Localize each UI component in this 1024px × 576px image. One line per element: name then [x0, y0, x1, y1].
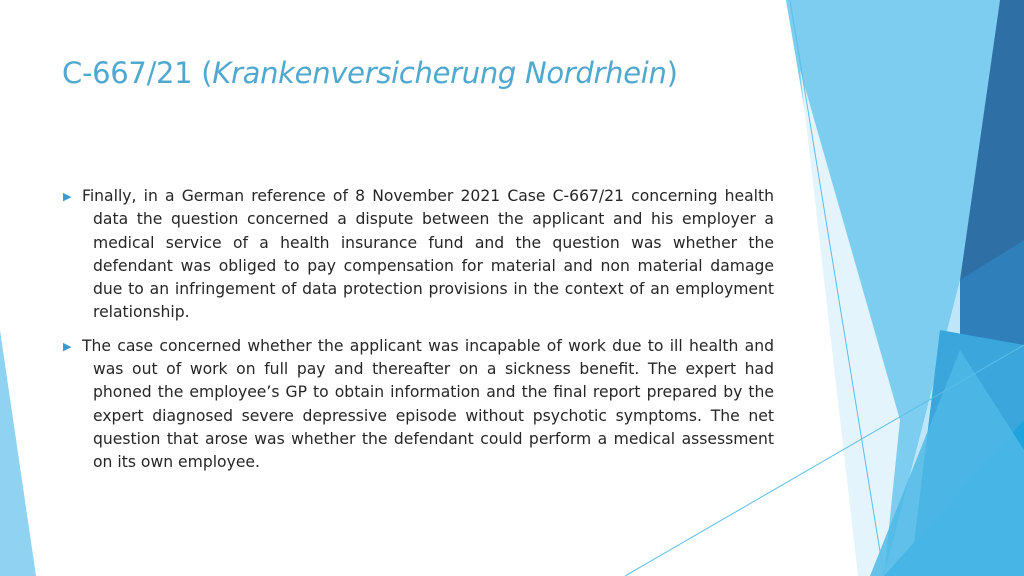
- slide-title: [62, 56, 678, 90]
- title-italic-name: Krankenversicherung Nordrhein: [212, 56, 667, 90]
- bullet-text: Finally, in a German reference of 8 November 2021 Case C-667/21 concerning health data the question concerned a dispute between the applicant and his employer a medical service of a health insurance fund and the question was whether the defendant was obliged to pay compensation for material and non material damage due to an infringement of data protection provisions in the context of an employment relationship.: [82, 187, 774, 322]
- bullet-list: [62, 185, 774, 485]
- bullet-text: The case concerned whether the applicant was incapable of work due to ill health and was out of work on full pay and thereafter on a sickness benefit. The expert had phoned the employee’s GP to obtain information and the final report prepared by the expert diagnosed severe depressive episode without psychotic symptoms. The net question that arose was whether the defendant could perform a medical assessment on its own employee.: [82, 336, 774, 472]
- triangle-right-icon: ▶: [63, 190, 72, 203]
- triangle-right-icon: ▶: [63, 339, 72, 353]
- title-suffix: ): [666, 56, 678, 90]
- left-edge-shape: [0, 330, 36, 576]
- bullet-item: [62, 185, 774, 325]
- bullet-item: [62, 335, 774, 475]
- title-prefix: C-667/21 (: [62, 56, 213, 90]
